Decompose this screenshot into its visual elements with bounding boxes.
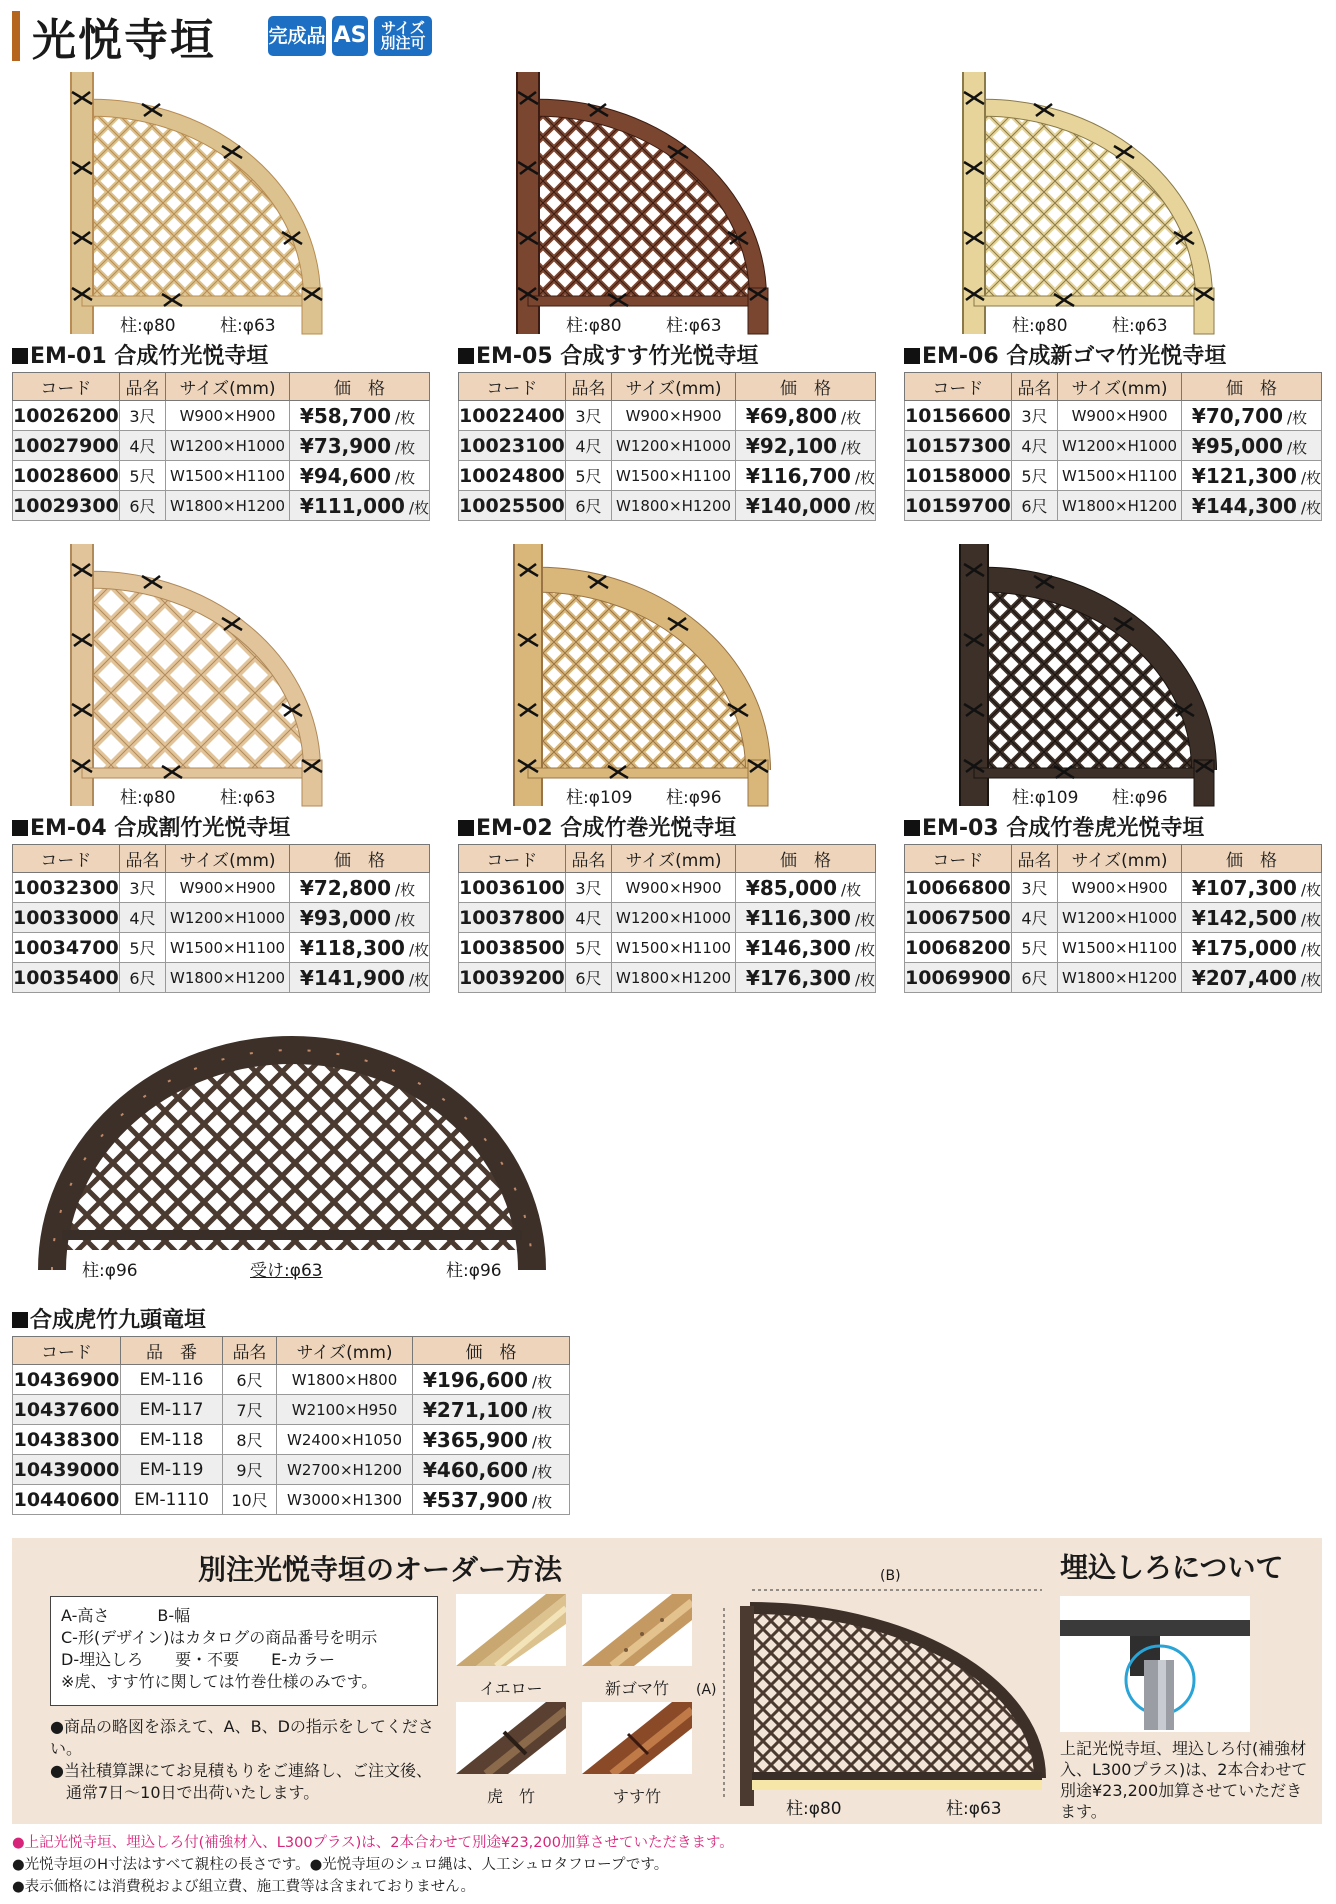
product-title: EM-06 合成新ゴマ竹光悦寺垣 [904, 342, 1324, 372]
cell-number: EM-1110 [121, 1485, 223, 1515]
cell-code: 10438300 [13, 1425, 121, 1455]
fence-photo [458, 68, 878, 338]
embed-text: 上記光悦寺垣、埋込しろ付(補強材入、L300プラス)は、2本合わせて別途¥23,200加算させていただきます。 [1060, 1739, 1308, 1821]
susu-bamboo-swatch [582, 1702, 692, 1774]
post-a-label: 柱:φ109 [566, 783, 632, 808]
tora-bamboo-swatch [456, 1702, 566, 1774]
col-code: コード [905, 373, 1012, 401]
product-title: EM-03 合成竹巻虎光悦寺垣 [904, 814, 1324, 844]
post-a-label: 柱:φ80 [120, 311, 176, 336]
footer-line: ●光悦寺垣のH寸法はすべて親柱の長さです。●光悦寺垣のシュロ縄は、人工シュロタフロープです。 [12, 1857, 669, 1873]
kuzu-receiver-label: 受け:φ63 [250, 1261, 323, 1281]
col-code: コード [905, 845, 1012, 873]
cell-name: 3尺 [119, 401, 165, 431]
fence-illustration [12, 540, 432, 810]
cell-price: ¥95,000 /枚 [1181, 431, 1321, 461]
cell-name: 5尺 [119, 933, 165, 963]
cell-code: 10038500 [459, 933, 566, 963]
table-row [13, 491, 430, 521]
cell-size: W1800×H1200 [1058, 491, 1182, 521]
product-title: EM-04 合成割竹光悦寺垣 [12, 814, 432, 844]
cell-code: 10157300 [905, 431, 1012, 461]
table-row [13, 873, 430, 903]
cell-name: 5尺 [119, 461, 165, 491]
cell-size: W1500×H1100 [1058, 933, 1182, 963]
fence-photo [904, 540, 1324, 810]
price-table [904, 844, 1322, 993]
col-code: コード [459, 845, 566, 873]
product-title: EM-02 合成竹巻光悦寺垣 [458, 814, 878, 844]
cell-name: 4尺 [1011, 903, 1057, 933]
cell-price: ¥85,000 /枚 [735, 873, 875, 903]
table-row [459, 963, 876, 993]
cell-name: 10尺 [223, 1485, 277, 1515]
cell-price: ¥140,000 /枚 [735, 491, 875, 521]
swatch-label: 虎 竹 [486, 1787, 535, 1806]
cell-code: 10033000 [13, 903, 120, 933]
table-row [13, 933, 430, 963]
product-em01 [12, 68, 432, 521]
product-title: EM-01 合成竹光悦寺垣 [12, 342, 432, 372]
col-name: 品名 [1011, 845, 1057, 873]
cell-price: ¥116,700 /枚 [735, 461, 875, 491]
fence-photo [904, 68, 1324, 338]
goma-bamboo-swatch [582, 1594, 692, 1666]
fence-illustration [904, 68, 1324, 338]
order-title: 別注光悦寺垣のオーダー方法 [198, 1553, 563, 1586]
cell-code: 10436900 [13, 1365, 121, 1395]
kuzu-photo [22, 1020, 562, 1280]
embed-title: 埋込しろについて [1060, 1551, 1284, 1584]
cell-size: W900×H900 [166, 873, 290, 903]
cell-code: 10067500 [905, 903, 1012, 933]
post-b-label: 柱:φ63 [1112, 311, 1168, 336]
col-price: 価 格 [1181, 845, 1321, 873]
cell-name: 7尺 [223, 1395, 277, 1425]
cell-price: ¥207,400 /枚 [1181, 963, 1321, 993]
cell-code: 10034700 [13, 933, 120, 963]
cell-size: W1800×H1200 [1058, 963, 1182, 993]
cell-size: W900×H900 [1058, 873, 1182, 903]
swatch-yellow [456, 1594, 566, 1699]
table-row [13, 1455, 570, 1485]
order-notes [50, 1716, 450, 1804]
cell-name: 5尺 [565, 933, 611, 963]
dim-b-label: (B) [880, 1568, 901, 1584]
col-price: 価 格 [413, 1337, 570, 1365]
table-row [459, 401, 876, 431]
table-row [13, 1365, 570, 1395]
spec-box [50, 1596, 438, 1706]
fence-illustration [904, 540, 1324, 810]
fence-illustration [458, 68, 878, 338]
cell-code: 10066800 [905, 873, 1012, 903]
fence-photo [12, 68, 432, 338]
table-row [459, 461, 876, 491]
table-row [459, 491, 876, 521]
fence-illustration [458, 540, 878, 810]
cell-size: W1500×H1100 [166, 461, 290, 491]
cell-code: 10437600 [13, 1395, 121, 1425]
swatch-label: すす竹 [612, 1787, 662, 1806]
swatch-label: イエロー [479, 1679, 543, 1698]
col-number: 品 番 [121, 1337, 223, 1365]
cell-code: 10039200 [459, 963, 566, 993]
col-code: コード [13, 845, 120, 873]
cell-code: 10032300 [13, 873, 120, 903]
swatch-susu [582, 1702, 692, 1807]
product-em06 [904, 68, 1324, 521]
cell-size: W1800×H1200 [166, 491, 290, 521]
cell-code: 10037800 [459, 903, 566, 933]
cell-price: ¥142,500 /枚 [1181, 903, 1321, 933]
cell-price: ¥196,600 /枚 [413, 1365, 570, 1395]
cell-number: EM-119 [121, 1455, 223, 1485]
order-section [12, 1538, 1322, 1824]
spec-line: D-埋込しろ 要・不要 E-カラー [61, 1650, 335, 1669]
post-b-label: 柱:φ63 [220, 783, 276, 808]
diag-post-b-label: 柱:φ63 [946, 1799, 1002, 1819]
cell-size: W1200×H1000 [1058, 431, 1182, 461]
col-size: サイズ(mm) [1058, 845, 1182, 873]
cell-price: ¥141,900 /枚 [289, 963, 429, 993]
post-b-label: 柱:φ96 [1112, 783, 1168, 808]
col-size: サイズ(mm) [612, 845, 736, 873]
col-price: 価 格 [735, 373, 875, 401]
footer-line: ●表示価格には消費税および組立費、施工費等は含まれておりません。 [12, 1879, 476, 1895]
cell-code: 10440600 [13, 1485, 121, 1515]
col-price: 価 格 [735, 845, 875, 873]
complete-product-badge: 完成品 [268, 16, 326, 56]
price-table [458, 372, 876, 521]
cell-size: W2400×H1050 [277, 1425, 413, 1455]
cell-size: W900×H900 [612, 873, 736, 903]
badge-group [268, 16, 432, 56]
kuzu-price-table [12, 1336, 570, 1515]
cell-price: ¥537,900 /枚 [413, 1485, 570, 1515]
title-accent-bar [12, 11, 20, 61]
order-diagram-illustration [712, 1568, 1052, 1818]
custom-size-badge: サイズ 別注可 [374, 16, 432, 56]
cell-code: 10029300 [13, 491, 120, 521]
embed-photo [1060, 1596, 1250, 1732]
price-table [904, 372, 1322, 521]
cell-size: W1200×H1000 [1058, 903, 1182, 933]
cell-price: ¥69,800 /枚 [735, 401, 875, 431]
cell-name: 6尺 [1011, 491, 1057, 521]
swatch-goma [582, 1594, 692, 1699]
cell-price: ¥118,300 /枚 [289, 933, 429, 963]
cell-code: 10158000 [905, 461, 1012, 491]
cell-number: EM-117 [121, 1395, 223, 1425]
table-row [13, 461, 430, 491]
post-a-label: 柱:φ80 [120, 783, 176, 808]
col-price: 価 格 [1181, 373, 1321, 401]
col-size: サイズ(mm) [1058, 373, 1182, 401]
price-table [12, 844, 430, 993]
kuzu-fence-illustration [22, 1020, 562, 1280]
col-name: 品名 [119, 373, 165, 401]
cell-name: 6尺 [223, 1365, 277, 1395]
page-header [12, 10, 216, 66]
cell-price: ¥73,900 /枚 [289, 431, 429, 461]
cell-code: 10035400 [13, 963, 120, 993]
kuzu-post-right-label: 柱:φ96 [446, 1261, 502, 1281]
col-name: 品名 [119, 845, 165, 873]
table-row [459, 873, 876, 903]
table-row [905, 963, 1322, 993]
table-row [905, 873, 1322, 903]
col-size: サイズ(mm) [166, 373, 290, 401]
cell-name: 4尺 [119, 903, 165, 933]
cell-price: ¥111,000 /枚 [289, 491, 429, 521]
table-row [459, 903, 876, 933]
cell-size: W900×H900 [1058, 401, 1182, 431]
dimension-diagram [696, 1568, 1052, 1819]
cell-size: W1500×H1100 [1058, 461, 1182, 491]
cell-price: ¥94,600 /枚 [289, 461, 429, 491]
table-row [13, 1395, 570, 1425]
cell-price: ¥70,700 /枚 [1181, 401, 1321, 431]
swatch-label: 新ゴマ竹 [604, 1679, 669, 1698]
cell-price: ¥175,000 /枚 [1181, 933, 1321, 963]
spec-line: A-高さ B-幅 [61, 1606, 191, 1625]
note-line: ●商品の略図を添えて、A、B、Dの指示をしてください。 [50, 1717, 434, 1758]
cell-size: W1500×H1100 [166, 933, 290, 963]
product-em03 [904, 540, 1324, 993]
table-row [905, 491, 1322, 521]
cell-code: 10025500 [459, 491, 566, 521]
price-table [458, 844, 876, 993]
cell-price: ¥176,300 /枚 [735, 963, 875, 993]
swatch-tora [456, 1702, 566, 1807]
cell-name: 5尺 [565, 461, 611, 491]
page-title: 光悦寺垣 [32, 15, 216, 66]
table-row [13, 903, 430, 933]
cell-size: W1200×H1000 [166, 903, 290, 933]
dim-a-label: (A) [696, 1682, 717, 1698]
footer-line: ●上記光悦寺垣、埋込しろ付(補強材入、L300プラス)は、2本合わせて別途¥23,200加算させていただきます。 [12, 1835, 734, 1851]
fence-photo [458, 540, 878, 810]
cell-name: 5尺 [1011, 461, 1057, 491]
note-line: ●当社積算課にてお見積もりをご連絡し、ご注文後、 [50, 1761, 432, 1780]
col-code: コード [13, 1337, 121, 1365]
cell-name: 4尺 [1011, 431, 1057, 461]
cell-name: 6尺 [1011, 963, 1057, 993]
diag-post-a-label: 柱:φ80 [786, 1799, 842, 1819]
table-row [13, 401, 430, 431]
cell-code: 10159700 [905, 491, 1012, 521]
table-row [905, 431, 1322, 461]
col-name: 品名 [223, 1337, 277, 1365]
table-row [905, 461, 1322, 491]
cell-size: W1500×H1100 [612, 461, 736, 491]
cell-price: ¥460,600 /枚 [413, 1455, 570, 1485]
table-row [13, 963, 430, 993]
cell-code: 10068200 [905, 933, 1012, 963]
kuzu-section [12, 1302, 570, 1515]
cell-name: 6尺 [565, 491, 611, 521]
table-row [905, 933, 1322, 963]
embed-post-illustration [1060, 1596, 1250, 1732]
fence-photo [12, 540, 432, 810]
cell-size: W2100×H950 [277, 1395, 413, 1425]
post-b-label: 柱:φ63 [220, 311, 276, 336]
cell-size: W1200×H1000 [612, 903, 736, 933]
cell-name: 3尺 [565, 401, 611, 431]
cell-price: ¥121,300 /枚 [1181, 461, 1321, 491]
embed-section [1060, 1546, 1310, 1822]
kuzu-title: 合成虎竹九頭竜垣 [12, 1306, 570, 1336]
cell-price: ¥92,100 /枚 [735, 431, 875, 461]
product-em04 [12, 540, 432, 993]
cell-price: ¥58,700 /枚 [289, 401, 429, 431]
post-a-label: 柱:φ80 [566, 311, 622, 336]
product-em02 [458, 540, 878, 993]
cell-code: 10026200 [13, 401, 120, 431]
cell-size: W900×H900 [166, 401, 290, 431]
cell-name: 3尺 [1011, 401, 1057, 431]
post-a-label: 柱:φ80 [1012, 311, 1068, 336]
col-code: コード [459, 373, 566, 401]
cell-name: 6尺 [119, 963, 165, 993]
cell-name: 5尺 [1011, 933, 1057, 963]
cell-size: W1800×H800 [277, 1365, 413, 1395]
cell-number: EM-118 [121, 1425, 223, 1455]
table-row [13, 431, 430, 461]
cell-size: W1800×H1200 [612, 491, 736, 521]
cell-code: 10156600 [905, 401, 1012, 431]
cell-code: 10069900 [905, 963, 1012, 993]
cell-size: W2700×H1200 [277, 1455, 413, 1485]
cell-price: ¥107,300 /枚 [1181, 873, 1321, 903]
post-b-label: 柱:φ63 [666, 311, 722, 336]
cell-name: 4尺 [119, 431, 165, 461]
table-row [459, 431, 876, 461]
cell-size: W1500×H1100 [612, 933, 736, 963]
cell-code: 10439000 [13, 1455, 121, 1485]
product-title: EM-05 合成すす竹光悦寺垣 [458, 342, 878, 372]
yellow-bamboo-swatch [456, 1594, 566, 1666]
cell-code: 10036100 [459, 873, 566, 903]
cell-name: 6尺 [119, 491, 165, 521]
cell-code: 10027900 [13, 431, 120, 461]
cell-price: ¥144,300 /枚 [1181, 491, 1321, 521]
footer-notes [12, 1832, 734, 1898]
cell-size: W3000×H1300 [277, 1485, 413, 1515]
spec-line: ※虎、すす竹に関しては竹巻仕様のみです。 [61, 1672, 378, 1691]
cell-name: 8尺 [223, 1425, 277, 1455]
col-name: 品名 [565, 845, 611, 873]
table-row [459, 933, 876, 963]
cell-number: EM-116 [121, 1365, 223, 1395]
post-a-label: 柱:φ109 [1012, 783, 1078, 808]
cell-size: W900×H900 [612, 401, 736, 431]
cell-code: 10028600 [13, 461, 120, 491]
note-line: 通常7日〜10日で出荷いたします。 [50, 1783, 320, 1802]
price-table [12, 372, 430, 521]
cell-price: ¥72,800 /枚 [289, 873, 429, 903]
cell-name: 3尺 [565, 873, 611, 903]
table-row [13, 1485, 570, 1515]
col-size: サイズ(mm) [277, 1337, 413, 1365]
cell-code: 10024800 [459, 461, 566, 491]
cell-code: 10023100 [459, 431, 566, 461]
col-size: サイズ(mm) [166, 845, 290, 873]
col-price: 価 格 [289, 373, 429, 401]
cell-code: 10022400 [459, 401, 566, 431]
cell-name: 6尺 [565, 963, 611, 993]
fence-illustration [12, 68, 432, 338]
cell-name: 4尺 [565, 431, 611, 461]
cell-name: 3尺 [119, 873, 165, 903]
cell-size: W1200×H1000 [612, 431, 736, 461]
cell-size: W1200×H1000 [166, 431, 290, 461]
as-badge: AS [332, 16, 368, 56]
col-size: サイズ(mm) [612, 373, 736, 401]
cell-price: ¥116,300 /枚 [735, 903, 875, 933]
cell-price: ¥93,000 /枚 [289, 903, 429, 933]
col-name: 品名 [565, 373, 611, 401]
col-code: コード [13, 373, 120, 401]
table-row [905, 401, 1322, 431]
col-name: 品名 [1011, 373, 1057, 401]
col-price: 価 格 [289, 845, 429, 873]
spec-line: C-形(デザイン)はカタログの商品番号を明示 [61, 1628, 378, 1647]
post-b-label: 柱:φ96 [666, 783, 722, 808]
product-em05 [458, 68, 878, 521]
cell-name: 3尺 [1011, 873, 1057, 903]
cell-price: ¥146,300 /枚 [735, 933, 875, 963]
cell-name: 4尺 [565, 903, 611, 933]
cell-size: W1800×H1200 [166, 963, 290, 993]
cell-size: W1800×H1200 [612, 963, 736, 993]
cell-price: ¥271,100 /枚 [413, 1395, 570, 1425]
kuzu-post-left-label: 柱:φ96 [82, 1261, 138, 1281]
table-row [13, 1425, 570, 1455]
table-row [905, 903, 1322, 933]
cell-name: 9尺 [223, 1455, 277, 1485]
cell-price: ¥365,900 /枚 [413, 1425, 570, 1455]
